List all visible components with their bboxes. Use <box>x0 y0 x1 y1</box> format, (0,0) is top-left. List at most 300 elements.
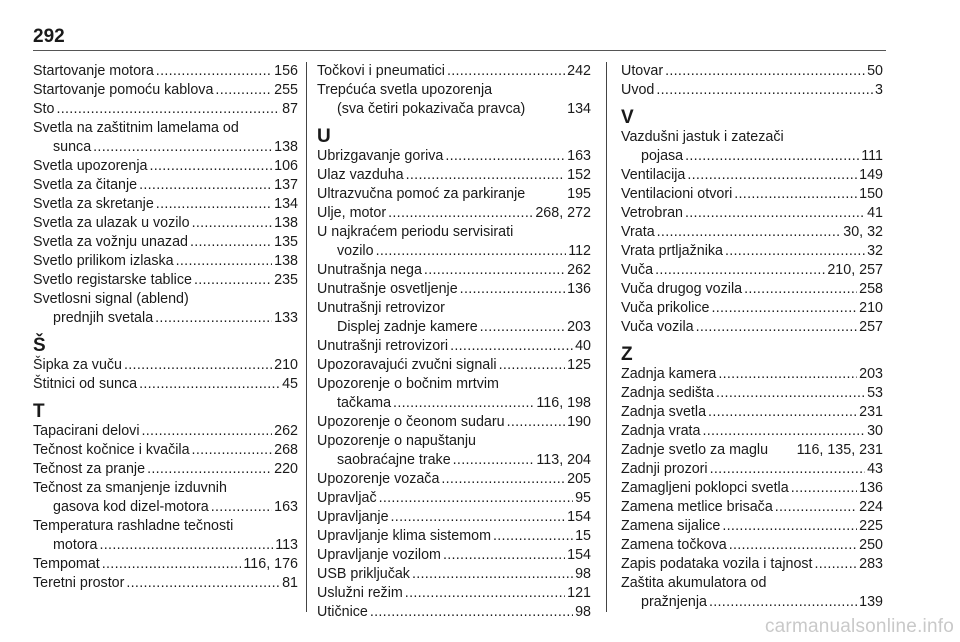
index-entry-line <box>621 223 883 242</box>
index-term: Upozorenje o napuštanju <box>317 433 476 449</box>
index-entry-line <box>33 100 298 119</box>
index-term: Svetlo registarske tablice <box>33 272 192 288</box>
page-reference: 163 <box>567 148 591 164</box>
index-entry-line <box>621 593 883 612</box>
index-term-continuation: pražnjenja <box>641 594 707 610</box>
index-term: Upozoravajući zvučni signali <box>317 357 497 373</box>
index-entry <box>33 479 298 517</box>
index-column-3 <box>621 62 883 612</box>
leader-dots <box>388 204 533 223</box>
index-entry <box>317 280 591 299</box>
index-term: Točkovi i pneumatici <box>317 63 445 79</box>
index-entry-line <box>317 565 591 584</box>
index-entry-line <box>33 271 298 290</box>
page-reference: 231 <box>859 404 883 420</box>
leader-dots <box>687 166 857 185</box>
index-term: Zamena sijalice <box>621 518 721 534</box>
page-reference: 154 <box>567 509 591 525</box>
index-entry-line <box>33 138 298 157</box>
index-entry-line <box>317 318 591 337</box>
index-entry-line <box>33 498 298 517</box>
leader-dots <box>685 204 865 223</box>
index-term: USB priključak <box>317 566 410 582</box>
header-rule <box>33 50 886 51</box>
index-entry-line <box>317 147 591 166</box>
index-entry <box>317 185 591 204</box>
index-entry <box>621 441 883 460</box>
index-entry <box>33 157 298 176</box>
section-letter: V <box>621 107 634 128</box>
index-term: Unutrašnje osvetljenje <box>317 281 458 297</box>
leader-dots <box>460 280 565 299</box>
index-entry <box>317 62 591 81</box>
index-entry-line <box>621 318 883 337</box>
page-reference: 258 <box>859 281 883 297</box>
index-entry-line <box>621 403 883 422</box>
index-term: Upravljanje <box>317 509 389 525</box>
page-reference: 111 <box>861 148 883 164</box>
leader-dots <box>708 403 857 422</box>
index-entry <box>621 365 883 384</box>
index-term: Tečnost kočnice i kvačila <box>33 442 190 458</box>
index-entry <box>33 460 298 479</box>
index-term: Uslužni režim <box>317 585 403 601</box>
index-entry <box>621 536 883 555</box>
leader-dots <box>696 318 858 337</box>
index-entry <box>317 223 591 261</box>
index-term: Ultrazvučna pomoć za parkiranje <box>317 186 526 202</box>
index-entry <box>317 261 591 280</box>
index-entry <box>33 517 298 555</box>
page-reference: 112 <box>568 243 591 259</box>
index-term: Uvod <box>621 82 655 98</box>
index-entry <box>621 422 883 441</box>
index-entry-line <box>621 479 883 498</box>
index-term: Vuča <box>621 262 654 278</box>
index-entry-line <box>33 62 298 81</box>
leader-dots <box>192 441 273 460</box>
leader-dots <box>656 81 873 100</box>
index-entry <box>33 62 298 81</box>
index-entry-line <box>621 422 883 441</box>
index-column-2 <box>317 62 591 622</box>
index-term: Vrata <box>621 224 655 240</box>
leader-dots <box>775 498 857 517</box>
index-entry-line <box>621 574 883 593</box>
index-term: Zadnje svetlo za maglu <box>621 442 769 458</box>
index-term: Unutrašnji retrovizor <box>317 300 445 316</box>
index-entry-line <box>317 81 591 100</box>
page-reference: 257 <box>859 319 883 335</box>
leader-dots <box>391 508 566 527</box>
index-entry <box>33 119 298 157</box>
leader-dots <box>190 233 272 252</box>
index-term: Upravljanje vozilom <box>317 547 441 563</box>
index-term: Tečnost za pranje <box>33 461 146 477</box>
index-entry <box>33 214 298 233</box>
page-reference: 262 <box>567 262 591 278</box>
index-entry <box>621 128 883 166</box>
index-term-continuation: tačkama <box>337 395 392 411</box>
page-reference: 210 <box>859 300 883 316</box>
index-term: Ventilacija <box>621 167 686 183</box>
leader-dots <box>100 536 274 555</box>
index-entry-line <box>317 223 591 242</box>
index-term: Utovar <box>621 63 664 79</box>
index-entry-line <box>621 81 883 100</box>
page-reference: 116, 135, 231 <box>796 442 883 458</box>
page-reference: 195 <box>567 186 591 202</box>
index-term: Tapacirani delovi <box>33 423 140 439</box>
index-entry <box>33 176 298 195</box>
leader-dots <box>499 356 566 375</box>
index-term-continuation: sunca <box>53 139 92 155</box>
index-entry-line <box>317 546 591 565</box>
index-entry-line <box>317 242 591 261</box>
index-entry-line <box>33 309 298 328</box>
page-reference: 121 <box>567 585 591 601</box>
page-reference: 81 <box>282 575 298 591</box>
index-entry <box>317 375 591 413</box>
page-reference: 154 <box>567 547 591 563</box>
page-number: 292 <box>33 26 65 47</box>
leader-dots <box>711 299 857 318</box>
page-reference: 138 <box>274 139 298 155</box>
index-term: Svetlo prilikom izlaska <box>33 253 174 269</box>
index-entry-line <box>317 62 591 81</box>
leader-dots <box>194 271 272 290</box>
index-entry-line <box>317 584 591 603</box>
index-term: Temperatura rashladne tečnosti <box>33 518 234 534</box>
index-term: Šipka za vuču <box>33 357 123 373</box>
index-entry-line <box>317 603 591 622</box>
page-reference: 220 <box>274 461 298 477</box>
index-term: Ubrizgavanje goriva <box>317 148 444 164</box>
index-term: Utičnice <box>317 604 368 620</box>
leader-dots <box>718 365 857 384</box>
index-entry-line <box>33 517 298 536</box>
index-entry-line <box>317 470 591 489</box>
index-term: Vrata prtljažnika <box>621 243 723 259</box>
index-entry-line <box>621 62 883 81</box>
index-entry-line <box>33 157 298 176</box>
index-entry <box>621 280 883 299</box>
page-reference: 3 <box>875 82 883 98</box>
page-reference: 235 <box>274 272 298 288</box>
index-entry-line <box>317 166 591 185</box>
index-entry-line <box>621 299 883 318</box>
page-reference: 113 <box>275 537 298 553</box>
index-entry-line <box>317 432 591 451</box>
index-term: Unutrašnja nega <box>317 262 422 278</box>
index-term: Zaštita akumulatora od <box>621 575 767 591</box>
index-term-continuation: (sva četiri pokazivača pravca) <box>337 101 526 117</box>
index-entry <box>33 252 298 271</box>
index-entry <box>621 384 883 403</box>
page-reference: 210 <box>274 357 298 373</box>
index-entry-line <box>33 574 298 593</box>
index-term: Svetla za ulazak u vozilo <box>33 215 190 231</box>
index-entry <box>317 584 591 603</box>
leader-dots <box>370 603 573 622</box>
index-entry <box>33 441 298 460</box>
index-entry-line <box>317 100 591 119</box>
page-reference: 53 <box>867 385 883 401</box>
leader-dots <box>379 489 574 508</box>
section-letter: T <box>33 401 45 422</box>
index-entry <box>33 422 298 441</box>
index-term: Svetla za skretanje <box>33 196 154 212</box>
index-term: Zadnja vrata <box>621 423 701 439</box>
index-entry-line <box>621 147 883 166</box>
index-entry <box>317 470 591 489</box>
page-reference: 98 <box>575 566 591 582</box>
leader-dots <box>192 214 273 233</box>
index-entry-line <box>33 233 298 252</box>
index-entry <box>317 546 591 565</box>
index-entry-line <box>621 365 883 384</box>
leader-dots <box>405 584 565 603</box>
index-entry-line <box>33 375 298 394</box>
leader-dots <box>393 394 534 413</box>
index-entry <box>33 233 298 252</box>
index-entry-line <box>33 479 298 498</box>
leader-dots <box>722 517 857 536</box>
index-entry <box>317 489 591 508</box>
leader-dots <box>480 318 565 337</box>
page-reference: 210, 257 <box>827 262 883 278</box>
index-term: Upozorenje vozača <box>317 471 440 487</box>
index-entry-line <box>621 441 883 460</box>
index-term: Svetlosni signal (ablend) <box>33 291 189 307</box>
leader-dots <box>453 451 535 470</box>
leader-dots <box>93 138 272 157</box>
page-reference: 190 <box>567 414 591 430</box>
index-entry-line <box>621 261 883 280</box>
leader-dots <box>424 261 565 280</box>
index-term: Tečnost za smanjenje izduvnih <box>33 480 227 496</box>
page-reference: 113, 204 <box>536 452 591 468</box>
index-entry <box>33 574 298 593</box>
leader-dots <box>147 460 272 479</box>
index-entry <box>621 403 883 422</box>
index-term: Ventilacioni otvori <box>621 186 733 202</box>
index-term: Startovanje pomoću kablova <box>33 82 214 98</box>
page-reference: 43 <box>867 461 883 477</box>
index-entry-line <box>621 128 883 147</box>
index-entry <box>621 517 883 536</box>
index-entry <box>317 147 591 166</box>
page-reference: 136 <box>859 480 883 496</box>
index-term: U najkraćem periodu servisirati <box>317 224 514 240</box>
index-term: Upravljanje klima sistemom <box>317 528 491 544</box>
index-term: Zamagljeni poklopci svetla <box>621 480 789 496</box>
index-term: Vazdušni jastuk i zatezači <box>621 129 784 145</box>
index-term: Zadnji prozori <box>621 461 708 477</box>
page-reference: 149 <box>859 167 883 183</box>
index-entry <box>317 81 591 119</box>
index-entry-line <box>317 413 591 432</box>
leader-dots <box>139 176 272 195</box>
leader-dots <box>709 593 857 612</box>
page-reference: 32 <box>867 243 883 259</box>
index-entry <box>317 413 591 432</box>
page-reference: 95 <box>575 490 591 506</box>
index-term: Zamena točkova <box>621 537 727 553</box>
index-entry-line <box>33 555 298 574</box>
index-term: Zamena metlice brisača <box>621 499 773 515</box>
index-entry-line <box>317 375 591 394</box>
leader-dots <box>450 337 573 356</box>
index-entry-line <box>621 185 883 204</box>
index-entry-line <box>621 498 883 517</box>
leader-dots <box>744 280 857 299</box>
index-term: Vuča vozila <box>621 319 694 335</box>
page-reference: 242 <box>567 63 591 79</box>
index-entry <box>317 508 591 527</box>
index-entry-line <box>33 290 298 309</box>
index-entry <box>317 565 591 584</box>
page-reference: 138 <box>274 253 298 269</box>
page-reference: 268, 272 <box>535 205 591 221</box>
leader-dots <box>102 555 242 574</box>
index-term-continuation: vozilo <box>337 243 374 259</box>
leader-dots <box>155 309 272 328</box>
page-reference: 134 <box>274 196 298 212</box>
page-reference: 40 <box>575 338 591 354</box>
index-term-continuation: motora <box>53 537 98 553</box>
index-entry <box>33 100 298 119</box>
index-term: Štitnici od sunca <box>33 376 138 392</box>
index-term: Teretni prostor <box>33 575 125 591</box>
index-entry <box>621 185 883 204</box>
page-reference: 98 <box>575 604 591 620</box>
index-entry-line <box>621 555 883 574</box>
leader-dots <box>710 460 865 479</box>
index-term: Ulje, motor <box>317 205 387 221</box>
page-reference: 156 <box>274 63 298 79</box>
leader-dots <box>702 422 865 441</box>
page-reference: 139 <box>859 594 883 610</box>
index-entry-line <box>621 384 883 403</box>
index-entry <box>33 195 298 214</box>
leader-dots <box>56 100 280 119</box>
index-entry-line <box>33 195 298 214</box>
leader-dots <box>447 62 565 81</box>
leader-dots <box>126 574 280 593</box>
index-entry-line <box>621 536 883 555</box>
index-entry-line <box>33 252 298 271</box>
index-term: Vetrobran <box>621 205 683 221</box>
leader-dots <box>211 498 272 517</box>
index-entry-line <box>317 508 591 527</box>
leader-dots <box>716 384 865 403</box>
page-reference: 134 <box>567 101 591 117</box>
leader-dots <box>665 62 865 81</box>
index-entry <box>621 574 883 612</box>
page-reference: 30, 32 <box>843 224 883 240</box>
index-term: Svetla za vožnju unazad <box>33 234 188 250</box>
index-entry-line <box>33 176 298 195</box>
leader-dots <box>729 536 857 555</box>
leader-dots <box>156 62 272 81</box>
page-reference: 203 <box>859 366 883 382</box>
leader-dots <box>376 242 567 261</box>
index-entry-line <box>621 204 883 223</box>
index-term-continuation: gasova kod dizel-motora <box>53 499 209 515</box>
section-letter: Z <box>621 344 633 365</box>
index-entry-line <box>621 280 883 299</box>
leader-dots <box>685 147 859 166</box>
page-reference: 133 <box>274 310 298 326</box>
page-reference: 283 <box>859 556 883 572</box>
index-entry <box>621 242 883 261</box>
page-reference: 106 <box>274 158 298 174</box>
leader-dots <box>815 555 858 574</box>
index-entry-line <box>317 280 591 299</box>
index-term: Tempomat <box>33 556 100 572</box>
index-entry-line <box>317 356 591 375</box>
page-reference: 250 <box>859 537 883 553</box>
index-term: Upravljač <box>317 490 377 506</box>
leader-dots <box>725 242 865 261</box>
index-entry <box>621 460 883 479</box>
leader-dots <box>655 261 825 280</box>
page-reference: 137 <box>274 177 298 193</box>
index-entry <box>621 166 883 185</box>
leader-dots <box>493 527 573 546</box>
index-term: Vuča prikolice <box>621 300 710 316</box>
page-reference: 138 <box>274 215 298 231</box>
index-entry <box>621 318 883 337</box>
page-reference: 255 <box>274 82 298 98</box>
page-reference: 225 <box>859 518 883 534</box>
page-reference: 136 <box>567 281 591 297</box>
index-entry-line <box>621 517 883 536</box>
page-reference: 125 <box>567 357 591 373</box>
page-reference: 116, 176 <box>243 556 298 572</box>
index-entry-line <box>621 242 883 261</box>
index-entry-line <box>317 204 591 223</box>
leader-dots <box>142 422 273 441</box>
index-entry-line <box>317 527 591 546</box>
index-entry-line <box>317 337 591 356</box>
index-entry <box>621 555 883 574</box>
index-entry-line <box>33 119 298 138</box>
index-term: Zapis podataka vozila i tajnost <box>621 556 813 572</box>
index-entry <box>317 432 591 470</box>
leader-dots <box>412 565 573 584</box>
index-entry <box>317 603 591 622</box>
page-reference: 50 <box>867 63 883 79</box>
index-entry <box>33 356 298 375</box>
page-reference: 135 <box>274 234 298 250</box>
column-divider <box>606 62 607 612</box>
index-entry <box>33 290 298 328</box>
index-entry <box>621 299 883 318</box>
index-entry-line <box>33 460 298 479</box>
page-reference: 87 <box>282 101 298 117</box>
page-reference: 262 <box>274 423 298 439</box>
leader-dots <box>734 185 857 204</box>
index-entry-line <box>33 356 298 375</box>
leader-dots <box>406 166 566 185</box>
index-term: Sto <box>33 101 55 117</box>
section-letter: Š <box>33 335 46 356</box>
index-term: Svetla upozorenja <box>33 158 148 174</box>
page-reference: 205 <box>567 471 591 487</box>
index-entry <box>621 81 883 100</box>
